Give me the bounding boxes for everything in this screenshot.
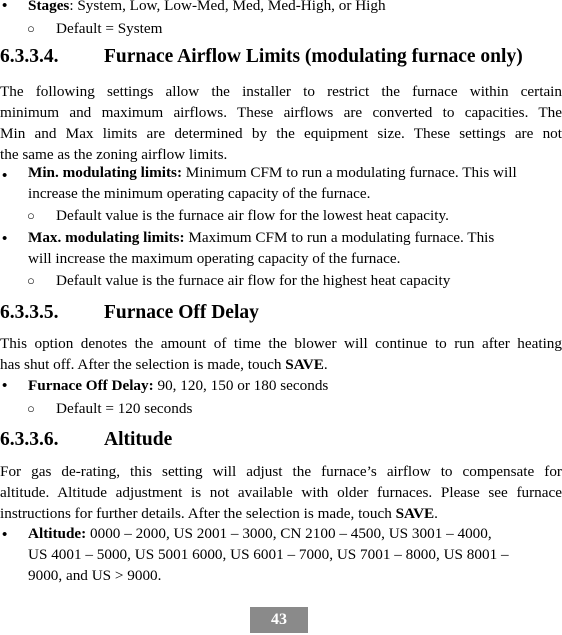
section-number: 6.3.3.6. xyxy=(0,429,59,450)
paragraph-text: instructions for further details. After the selection is made, touch xyxy=(0,505,396,522)
paragraph-line xyxy=(0,505,562,523)
section-number: 6.3.3.5. xyxy=(0,302,59,323)
max-limits-label: Max. modulating limits: xyxy=(28,229,185,246)
section-number: 6.3.3.4. xyxy=(0,46,59,67)
paragraph-text: has shut off. After the selection is made, touch xyxy=(0,356,286,373)
paragraph-line: minimum and maximum airflows. These airflows are converted to capacities. The xyxy=(0,104,562,121)
max-limits-text: Maximum CFM to run a modulating furnace. This xyxy=(184,229,495,246)
paragraph-text: . xyxy=(323,356,328,373)
circle-bullet-icon: ○ xyxy=(27,208,35,223)
circle-bullet-icon: ○ xyxy=(27,401,35,416)
min-limits-default: Default value is the furnace air flow for the lowest heat capacity. xyxy=(56,207,449,224)
section-title: Furnace Airflow Limits (modulating furnace only) xyxy=(104,46,523,67)
furnace-off-delay-label: Furnace Off Delay: xyxy=(28,377,154,394)
paragraph-line: For gas de‐rating, this setting will adjust the furnace’s airflow to compensate for xyxy=(0,463,562,480)
altitude-item xyxy=(28,525,562,543)
paragraph-line: the same as the zoning airflow limits. xyxy=(0,146,228,163)
min-limits-item xyxy=(28,164,562,182)
bullet-icon: • xyxy=(2,527,8,543)
circle-bullet-icon: ○ xyxy=(27,21,35,36)
paragraph-line: This option denotes the amount of time the blower will continue to run after heating xyxy=(0,335,562,352)
altitude-label: Altitude: xyxy=(28,525,87,542)
bullet-icon: • xyxy=(2,0,8,14)
min-limits-text: Minimum CFM to run a modulating furnace. This will xyxy=(182,164,517,181)
page-number: 43 xyxy=(250,607,308,633)
paragraph-line: Min and Max limits are determined by the equipment size. These settings are not xyxy=(0,125,562,142)
max-limits-default: Default value is the furnace air flow for the highest heat capacity xyxy=(56,272,451,289)
circle-bullet-icon: ○ xyxy=(27,273,35,288)
section-title: Furnace Off Delay xyxy=(104,302,259,323)
stages-default: Default = System xyxy=(56,20,163,37)
altitude-text-cont: 9000, and US > 9000. xyxy=(28,567,162,584)
altitude-text-cont: US 4001 – 5000, US 5001 6000, US 6001 – 7000, US 7001 – 8000, US 8001 – xyxy=(28,546,509,563)
furnace-off-delay-text: 90, 120, 150 or 180 seconds xyxy=(153,377,329,394)
max-limits-item xyxy=(28,229,548,247)
save-keyword: SAVE xyxy=(285,356,324,373)
min-limits-label: Min. modulating limits: xyxy=(28,164,182,181)
stages-item xyxy=(28,0,548,15)
max-limits-text-cont: will increase the maximum operating capacity of the furnace. xyxy=(28,250,401,267)
stages-label: Stages xyxy=(28,0,70,14)
bullet-icon: • xyxy=(2,231,8,247)
paragraph-line: The following settings allow the installer to restrict the furnace within certain xyxy=(0,83,562,100)
paragraph-line: altitude. Altitude adjustment is not available with older furnaces. Please see furnace xyxy=(0,484,562,501)
furnace-off-delay-item xyxy=(28,377,548,395)
min-limits-text-cont: increase the minimum operating capacity of the furnace. xyxy=(28,185,371,202)
save-keyword: SAVE xyxy=(395,505,435,522)
altitude-text: 0000 – 2000, US 2001 – 3000, CN 2100 – 4500, US 3001 – 4000, xyxy=(86,525,492,542)
furnace-off-delay-default: Default = 120 seconds xyxy=(56,400,193,417)
section-title: Altitude xyxy=(104,429,173,450)
paragraph-line xyxy=(0,356,562,374)
bullet-icon: • xyxy=(2,378,8,394)
paragraph-text: . xyxy=(434,505,438,522)
bullet-icon: • xyxy=(2,168,8,184)
stages-text: : System, Low, Low‐Med, Med, Med‐High, or High xyxy=(69,0,386,14)
